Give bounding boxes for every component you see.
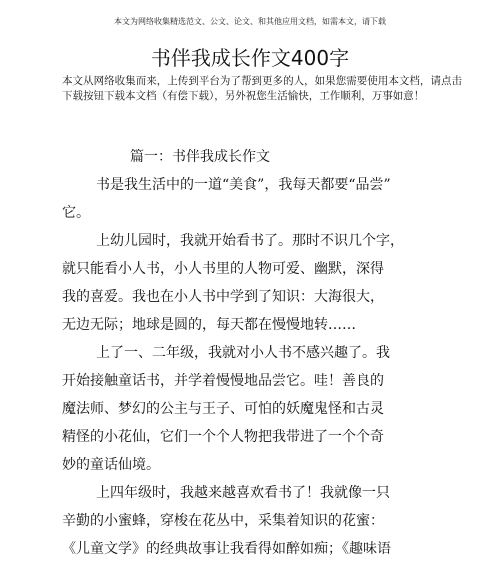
essay-line: 妙的童话仙境。: [62, 457, 160, 473]
essay-line: 我的喜爱。我也在小人书中学到了知识：大海很大，: [62, 289, 384, 305]
essay-line: 无边无际；地球是圆的，每天都在慢慢地转……: [62, 317, 356, 333]
essay-line: 它。: [62, 205, 90, 221]
section-title: 篇一：书伴我成长作文: [130, 149, 270, 165]
essay-line: 上了一、二年级，我就对小人书不感兴趣了。我: [96, 345, 390, 361]
essay-line: 上四年级时，我越来越喜欢看书了！我就像一只: [96, 485, 390, 501]
document-title: 书伴我成长作文400字: [150, 46, 350, 70]
essay-line: 《儿童文学》的经典故事让我看得如醉如痴；《趣味语: [62, 541, 391, 557]
essay-line: 上幼儿园时，我就开始看书了。那时不识几个字，: [96, 233, 404, 249]
intro-paragraph: 本文从网络收集而来，上传到平台为了帮到更多的人，如果您需要使用本文档，请点击下载按钮下载本文档（有偿下载），另外祝您生活愉快，工作顺利，万事如意！: [62, 75, 462, 102]
essay-line: 书是我生活中的一道“美食”，我每天都要“品尝”: [96, 177, 391, 193]
essay-line: 魔法师、梦幻的公主与王子、可怕的妖魔鬼怪和古灵: [62, 401, 384, 417]
essay-line: 精怪的小花仙，它们一个个人物把我带进了一个个奇: [62, 429, 384, 445]
essay-line: 开始接触童话书，并学着慢慢地品尝它。哇！善良的: [62, 373, 384, 389]
header-note: 本文为网络收集精选范文、公文、论文、和其他应用文档，如需本文，请下载: [114, 17, 386, 26]
essay-line: 辛勤的小蜜蜂，穿梭在花丛中，采集着知识的花蜜：: [62, 513, 384, 529]
essay-line: 就只能看小人书，小人书里的人物可爱、幽默，深得: [62, 261, 384, 277]
essay-body: [62, 171, 432, 563]
